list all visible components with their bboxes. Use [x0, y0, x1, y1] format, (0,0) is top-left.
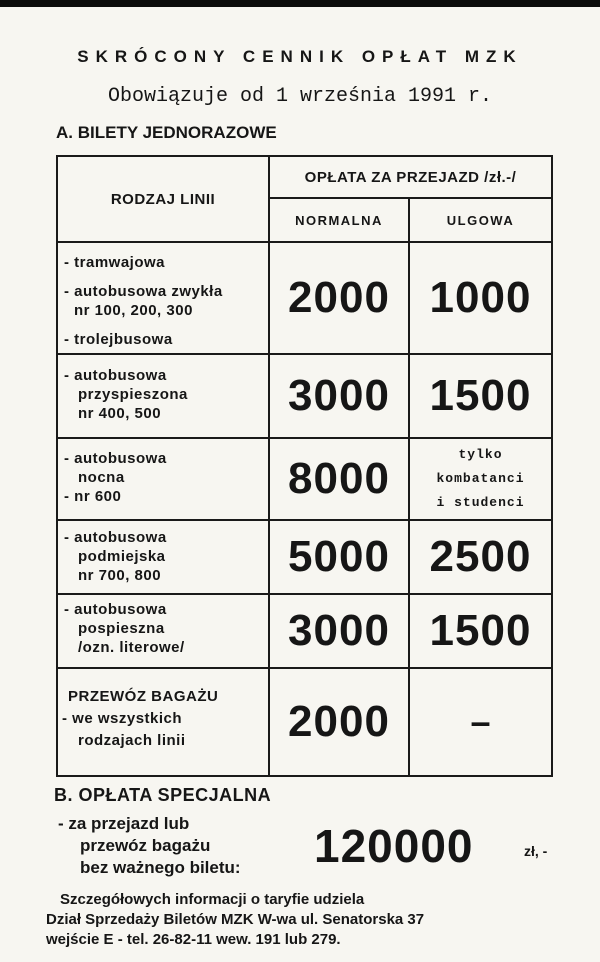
row-express-desc: [64, 366, 188, 423]
special-fee-unit: zł, -: [524, 843, 548, 859]
desc-line: nr 400, 500: [78, 405, 162, 422]
desc-line: przyspieszona: [78, 386, 188, 403]
desc-line: przewóz bagażu: [80, 836, 211, 855]
header-line-type: RODZAJ LINII: [110, 190, 216, 208]
table-border-left: [56, 155, 58, 777]
row-suburban-desc: [64, 528, 167, 585]
desc-line: - tramwajowa: [64, 254, 166, 271]
desc-line: nr 700, 800: [78, 567, 162, 584]
desc-line: pospieszna: [78, 620, 165, 637]
validity-date: Obowiązuje od 1 września 1991 r.: [107, 85, 493, 108]
price-reduced-none: –: [470, 701, 491, 742]
price-reduced: 2500: [429, 532, 532, 581]
row-tram-desc: [64, 253, 223, 349]
desc-line: nr 100, 200, 300: [74, 302, 193, 319]
price-normal: 3000: [288, 371, 390, 420]
desc-line: - autobusowa: [64, 450, 167, 467]
price-normal: 2000: [288, 697, 390, 746]
desc-line: nocna: [78, 469, 125, 486]
note-line: tylko: [458, 447, 503, 462]
desc-line: - autobusowa: [64, 367, 167, 384]
page-title: SKRÓCONY CENNIK OPŁAT MZK: [77, 47, 523, 66]
row-fast-desc: [64, 600, 185, 657]
section-b-heading: B. OPŁATA SPECJALNA: [54, 785, 272, 805]
header-fare: OPŁATA ZA PRZEJAZD /zł.-/: [304, 168, 517, 186]
info-line: wejście E - tel. 26-82-11 wew. 191 lub 279.: [46, 931, 341, 948]
price-list-sheet: [0, 7, 600, 962]
price-normal: 5000: [288, 532, 390, 581]
info-line: Dział Sprzedaży Biletów MZK W-wa ul. Senatorska 37: [46, 911, 425, 928]
desc-line: PRZEWÓZ BAGAŻU: [68, 688, 219, 705]
row-luggage-desc: [62, 687, 219, 750]
info-line: Szczegółowych informacji o taryfie udziela: [60, 891, 365, 908]
desc-line: - za przejazd lub: [58, 814, 190, 833]
reduced-note: [410, 439, 551, 519]
price-normal: 3000: [288, 606, 390, 655]
desc-line: rodzajach linii: [78, 732, 186, 749]
note-line: kombatanci: [436, 471, 525, 486]
header-reduced: ULGOWA: [446, 212, 515, 228]
price-reduced: 1000: [429, 273, 532, 322]
header-normal: NORMALNA: [295, 212, 383, 228]
desc-line: - autobusowa zwykła: [64, 283, 223, 300]
desc-line: - we wszystkich: [62, 710, 183, 727]
desc-line: - nr 600: [64, 488, 122, 505]
desc-line: podmiejska: [78, 548, 166, 565]
top-scan-border: [0, 0, 600, 7]
section-a-heading: A. BILETY JEDNORAZOWE: [56, 123, 277, 142]
contact-info: [46, 890, 424, 950]
price-reduced: 1500: [429, 606, 532, 655]
price-normal: 2000: [288, 273, 390, 322]
section-b-desc: [58, 813, 241, 879]
table-border-right: [551, 155, 553, 777]
special-fee-amount: 120000: [314, 820, 474, 872]
row-night-desc: [64, 449, 167, 506]
price-normal: 8000: [288, 454, 390, 503]
desc-line: /ozn. literowe/: [78, 639, 185, 656]
price-reduced: 1500: [429, 371, 532, 420]
desc-line: - autobusowa: [64, 601, 167, 618]
desc-line: bez ważnego biletu:: [80, 858, 241, 877]
table-border-bottom: [56, 775, 553, 777]
desc-line: - autobusowa: [64, 529, 167, 546]
note-line: i studenci: [436, 495, 525, 510]
fare-table: [56, 155, 553, 777]
desc-line: - trolejbusowa: [64, 331, 173, 348]
